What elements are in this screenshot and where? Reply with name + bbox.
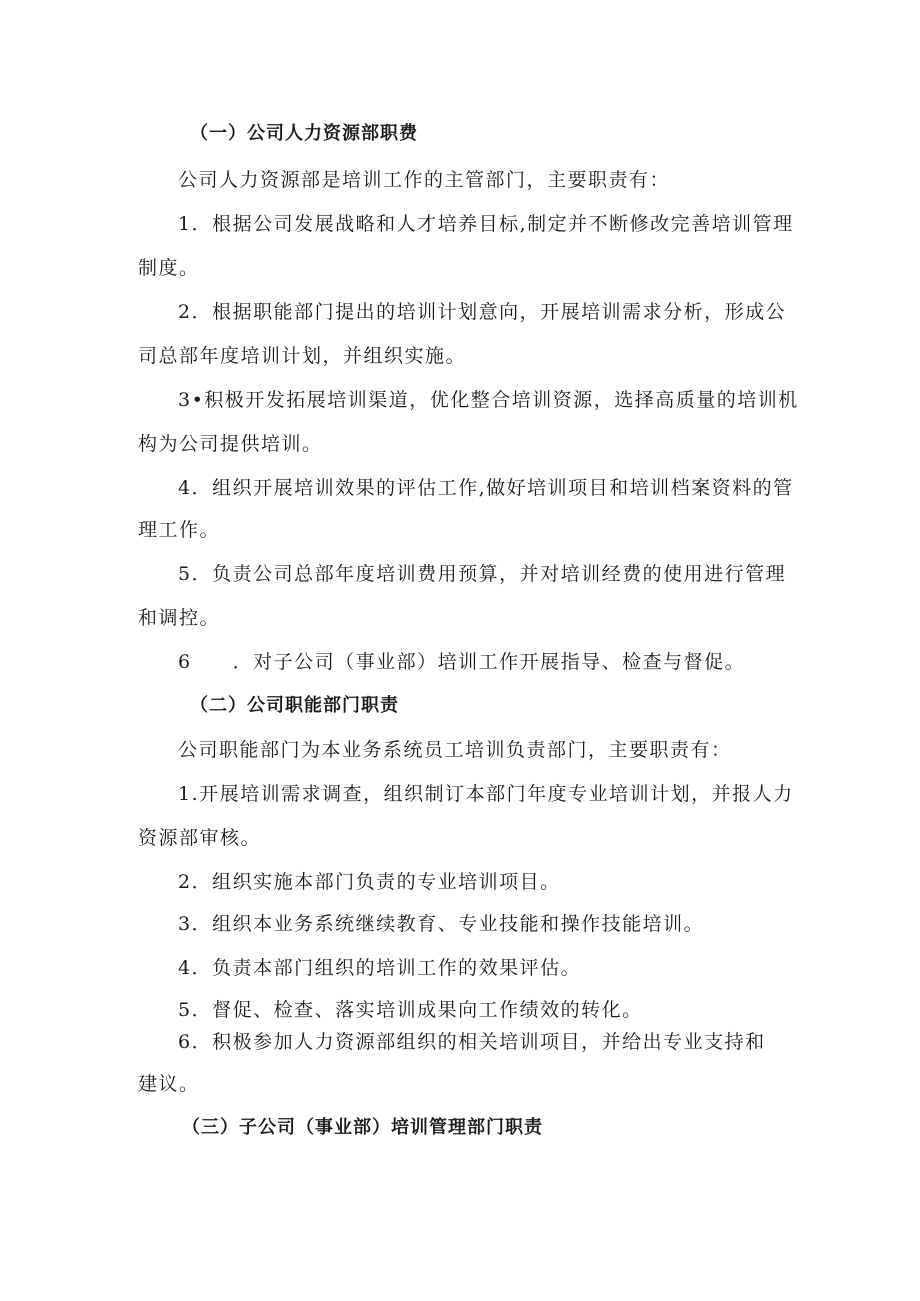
section1-intro: 公司人力资源部是培训工作的主管部门，主要职责有： xyxy=(178,169,671,191)
section2-item5-line1: 5．督促、检查、落实培训成果向工作绩效的转化。 xyxy=(178,999,643,1021)
section1-item5-line2: 和调控。 xyxy=(138,607,221,629)
section2-item3-line1: 3．组织本业务系统继续教育、专业技能和操作技能培训。 xyxy=(178,913,705,935)
section3-heading: （三）子公司（事业部）培训管理部门职责 xyxy=(182,1117,543,1138)
section2-item6-line1: 6．积极参加人力资源部组织的相关培训项目，并给出专业支持和 xyxy=(178,1031,766,1053)
section1-item1-line1: 1．根据公司发展战略和人才培养目标,制定并不断修改完善培训管理 xyxy=(178,213,794,235)
section1-item1-line2: 制度。 xyxy=(138,257,200,279)
section1-item3-line1: 3•积极开发拓展培训渠道，优化整合培训资源，选择高质量的培训机 xyxy=(178,389,799,411)
section1-item2-line1: 2．根据职能部门提出的培训计划意向，开展培训需求分析，形成公 xyxy=(178,301,787,323)
section1-item3-line2: 构为公司提供培训。 xyxy=(138,433,323,455)
section2-item1-line1: 1.开展培训需求调查，组织制订本部门年度专业培训计划，并报人力 xyxy=(178,783,794,805)
section2-item2-line1: 2．组织实施本部门负责的专业培训项目。 xyxy=(178,871,561,893)
section1-item4-line2: 理工作。 xyxy=(138,519,221,541)
section1-item5-line1: 5．负责公司总部年度培训费用预算，并对培训经费的使用进行管理 xyxy=(178,563,787,585)
section1-item4-line1: 4．组织开展培训效果的评估工作,做好培训项目和培训档案资料的管 xyxy=(178,477,794,499)
section2-item6-line2: 建议。 xyxy=(138,1073,200,1095)
section1-heading: （一）公司人力资源部职费 xyxy=(190,123,418,144)
section2-intro: 公司职能部门为本业务系统员工培训负责部门，主要职责有： xyxy=(178,739,732,761)
section2-heading: （二）公司职能部门职责 xyxy=(190,695,399,716)
section2-item1-line2: 资源部审核。 xyxy=(138,827,262,849)
section1-item2-line2: 司总部年度培训计划，并组织实施。 xyxy=(138,345,467,367)
section2-item4-line1: 4．负责本部门组织的培训工作的效果评估。 xyxy=(178,957,582,979)
section1-item6-line1: 6 ．对子公司（事业部）培训工作开展指导、检查与督促。 xyxy=(178,651,746,673)
